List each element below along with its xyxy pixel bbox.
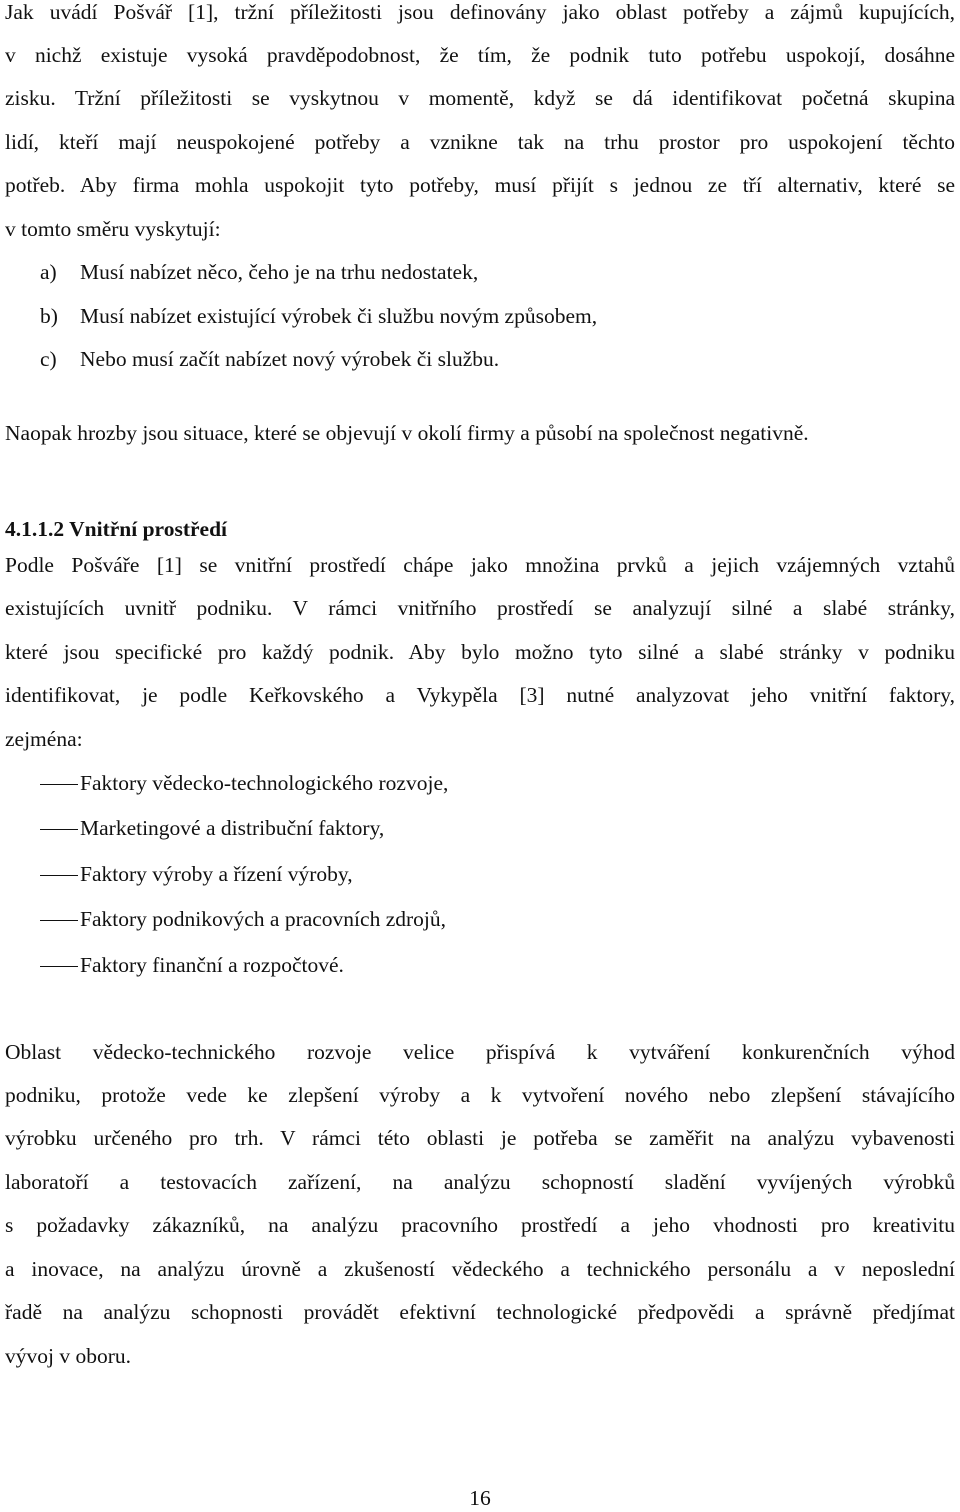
paragraph1-line-4: lidí, kteří mají neuspokojené potřeby a vznikne tak na trhu prostor pro uspokojení těchto bbox=[5, 130, 955, 154]
paragraph3-line-1: Oblast vědecko-technického rozvoje velice přispívá k vytváření konkurenčních výhod bbox=[5, 1040, 955, 1064]
paragraph3-line-8: vývoj v oboru. bbox=[5, 1344, 132, 1368]
paragraph1-line-1: Jak uvádí Pošvář [1], tržní příležitosti jsou definovány jako oblast potřeby a zájmů kupujících, bbox=[5, 0, 955, 24]
paragraph3-line-2: podniku, protože vede ke zlepšení výroby a k vytvoření nového nebo zlepšení stávajícího bbox=[5, 1083, 955, 1107]
section-title: Vnitřní prostředí bbox=[69, 517, 227, 541]
paragraph1-line-6: v tomto směru vyskytují: bbox=[5, 217, 221, 241]
paragraph2-line-3: které jsou specifické pro každý podnik. Aby bylo možno tyto silné a slabé stránky v podniku bbox=[5, 640, 955, 664]
list-marker: a) bbox=[40, 260, 57, 284]
dash-marker bbox=[40, 829, 78, 830]
paragraph3-line-6: a inovace, na analýzu úrovně a zkušeností vědeckého a technického personálu a v neposlední bbox=[5, 1257, 955, 1281]
dash-marker bbox=[40, 784, 78, 785]
paragraph2-line-2: existujících uvnitř podniku. V rámci vnitřního prostředí se analyzují silné a slabé stránky, bbox=[5, 596, 955, 620]
list-item-text: Musí nabízet existující výrobek či službu novým způsobem, bbox=[80, 304, 598, 328]
paragraph2-line-4: identifikovat, je podle Keřkovského a Vykypěla [3] nutné analyzovat jeho vnitřní faktory, bbox=[5, 683, 955, 707]
list-item-text: Faktory finanční a rozpočtové. bbox=[80, 953, 344, 977]
paragraph3-line-3: výrobku určeného pro trh. V rámci této oblasti je potřeba se zaměřit na analýzu vybavenosti bbox=[5, 1126, 955, 1150]
paragraph1-line-5: potřeb. Aby firma mohla uspokojit tyto potřeby, musí přijít s jednou ze tří alternativ, které se bbox=[5, 173, 955, 197]
list-item bbox=[40, 905, 446, 933]
list-item-text: Musí nabízet něco, čeho je na trhu nedostatek, bbox=[80, 260, 479, 284]
list-item bbox=[40, 258, 478, 286]
list-item-text: Marketingové a distribuční faktory, bbox=[80, 816, 385, 840]
paragraph1-line-2: v nichž existuje vysoká pravděpodobnost, že tím, že podnik tuto potřebu uspokojí, dosáhne bbox=[5, 43, 955, 67]
list-item bbox=[40, 769, 448, 797]
dash-marker bbox=[40, 920, 78, 921]
dash-marker bbox=[40, 875, 78, 876]
list-item-text: Faktory výroby a řízení výroby, bbox=[80, 862, 353, 886]
section-number: 4.1.1.2 bbox=[5, 517, 65, 541]
paragraph3-line-7: řadě na analýzu schopnosti provádět efektivní technologické předpovědi a správně předjímat bbox=[5, 1300, 955, 1324]
list-item bbox=[40, 951, 344, 979]
list-marker: b) bbox=[40, 304, 58, 328]
paragraph3-line-5: s požadavky zákazníků, na analýzu pracovního prostředí a jeho vhodnosti pro kreativitu bbox=[5, 1213, 955, 1237]
section-heading bbox=[5, 515, 955, 543]
paragraph2-line-1: Podle Pošváře [1] se vnitřní prostředí chápe jako množina prvků a jejich vzájemných vztahů bbox=[5, 553, 955, 577]
dash-marker bbox=[40, 966, 78, 967]
list-marker: c) bbox=[40, 347, 57, 371]
page-number: 16 bbox=[469, 1486, 491, 1510]
paragraph3-line-4: laboratoří a testovacích zařízení, na analýzu schopností sladění vyvíjených výrobků bbox=[5, 1170, 955, 1194]
list-item-text: Faktory podnikových a pracovních zdrojů, bbox=[80, 907, 447, 931]
list-item bbox=[40, 814, 384, 842]
paragraph2-line-5: zejména: bbox=[5, 727, 83, 751]
threats-line: Naopak hrozby jsou situace, které se objevují v okolí firmy a působí na společnost negativně. bbox=[5, 421, 809, 445]
list-item bbox=[40, 860, 353, 888]
list-item-text: Faktory vědecko-technologického rozvoje, bbox=[80, 771, 449, 795]
list-item bbox=[40, 345, 499, 373]
list-item-text: Nebo musí začít nabízet nový výrobek či službu. bbox=[80, 347, 500, 371]
paragraph1-line-3: zisku. Tržní příležitosti se vyskytnou v momentě, když se dá identifikovat početná skupina bbox=[5, 86, 955, 110]
list-item bbox=[40, 302, 597, 330]
